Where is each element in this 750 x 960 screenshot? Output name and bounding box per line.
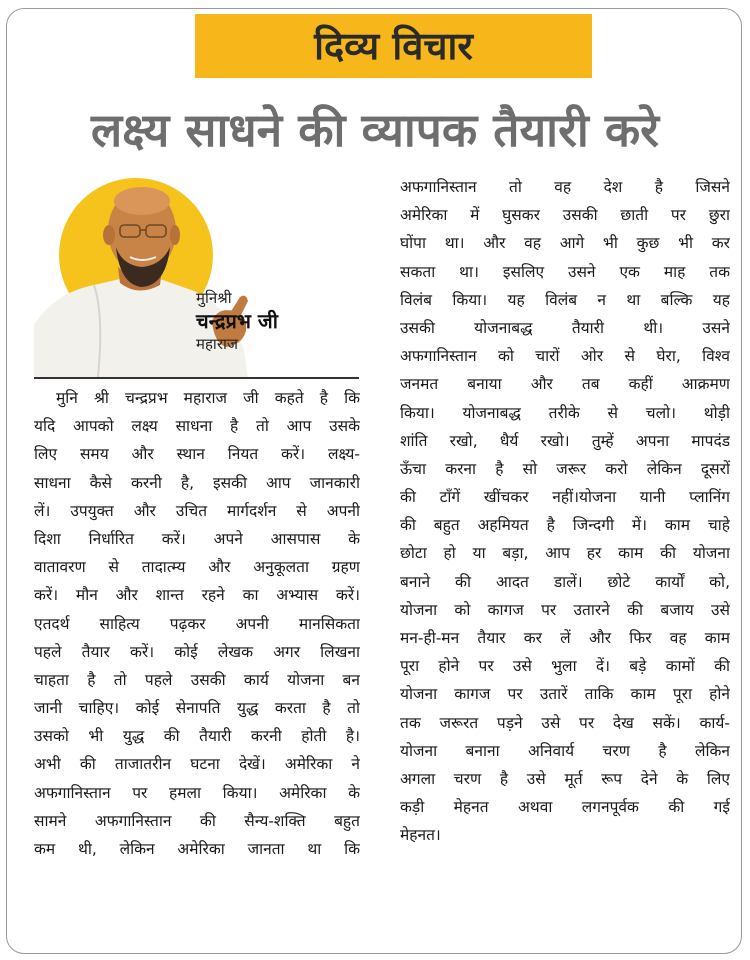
body-line: कम थी, लेकिन अमेरिका जानता था कि [34, 840, 360, 858]
body-line: बनाने की आदत डालें। छोटे कार्यों को, [400, 572, 730, 591]
body-line: अगला चरण है उसे मूर्त रूप देने के लिए [400, 769, 730, 788]
body-line: जनमत बनाया और तब कहीं आक्रमण [400, 375, 730, 394]
body-line: अभी की ताजातरीन घटना देखें। अमेरिका ने [34, 755, 360, 774]
body-line: जानी चाहिए। कोई सेनापति युद्ध करता है तो [34, 699, 360, 718]
body-line: उसकी योजनाबद्ध तैयारी थी। उसने [400, 318, 730, 337]
body-line: योजना को कागज पर उतारने की बजाय उसे [400, 600, 730, 619]
body-line: की टाँगें खींचकर नहीं।योजना यानी प्लानिंग [400, 488, 730, 507]
body-line: ऊँचा करना है सो जरूर करो लेकिन दूसरों [400, 459, 730, 478]
body-line: यदि आपको लक्ष्य साधना है तो आप उसके [34, 417, 360, 436]
headline: लक्ष्य साधने की व्यापक तैयारी करे [91, 103, 659, 157]
body-line: योजना बनाना अनिवार्य चरण है लेकिन [400, 741, 730, 760]
byline-suffix: महाराज [196, 335, 238, 353]
body-line: अफगानिस्तान पर हमला किया। अमेरिका के [34, 783, 360, 802]
body-line: मन-ही-मन तैयार कर लें और फिर वह काम [400, 629, 730, 647]
body-line: की बहुत अहमियत है जिन्दगी में। काम चाहे [400, 516, 730, 535]
byline-prefix: मुनिश्री [196, 289, 232, 307]
left-column [34, 384, 360, 863]
body-line: सकता था। इसलिए उसने एक माह तक [400, 262, 730, 281]
body-line: विलंब किया। यह विलंब न था बल्कि यह [400, 290, 730, 309]
body-line: वातावरण से तादात्म्य और अनुकूलता ग्रहण [34, 558, 360, 577]
body-line: शांति रखो, धैर्य रखो। तुम्हें अपना मापदंड [400, 431, 730, 450]
body-line: पहले तैयार करें। कोई लेखक अगर लिखना [34, 642, 360, 661]
body-line: मुनि श्री चन्द्रप्रभ महाराज जी कहते है कि [56, 389, 360, 407]
author-byline [196, 288, 278, 354]
body-line: साधना कैसे करनी है, इसकी आप जानकारी [34, 473, 360, 492]
body-line: घोंपा था। और वह आगे भी कुछ भी कर [400, 234, 730, 253]
body-line: सामने अफगानिस्तान की सैन्य-शक्ति बहुत [34, 811, 360, 830]
body-line: लिए समय और स्थान नियत करें। लक्ष्य- [34, 445, 360, 464]
body-line: किया। योजनाबद्ध तरीके से चलो। थोड़ी [400, 403, 730, 422]
body-line: चाहता है तो पहले उसकी कार्य योजना बन [34, 670, 360, 689]
column-tag: दिव्य विचार [314, 24, 473, 68]
body-line: तक जरूरत पड़ने उसे पर देख सकें। कार्य- [400, 713, 730, 732]
column-banner [195, 14, 592, 78]
body-line: लें। उपयुक्त और उचित मार्गदर्शन से अपनी [34, 501, 360, 520]
portrait-divider [34, 377, 359, 379]
body-line: अमेरिका में घुसकर उसकी छाती पर छुरा [400, 206, 730, 225]
body-line: एतदर्थ साहित्य पढ़कर अपनी मानसिकता [34, 614, 360, 633]
right-column [400, 173, 730, 850]
body-line: छोटा हो या बड़ा, आप हर काम की योजना [400, 544, 730, 563]
body-line: कड़ी मेहनत अथवा लगनपूर्वक की गई [400, 798, 730, 817]
author-name: चन्द्रप्रभ जी [196, 309, 278, 333]
body-line: अफगानिस्तान तो वह देश है जिसने [400, 178, 730, 196]
body-line: उसको भी युद्ध की तैयारी करनी होती है। [34, 727, 360, 746]
body-line: करें। मौन और शान्त रहने का अभ्यास करें। [34, 586, 360, 605]
body-line: योजना कागज पर उतारें ताकि काम पूरा होने [400, 685, 730, 704]
body-line: मेहनत। [400, 826, 441, 845]
body-line: अफगानिस्तान को चारों ओर से घेरा, विश्व [400, 347, 730, 366]
body-line: दिशा निर्धारित करें। अपने आसपास के [34, 529, 360, 548]
body-line: पूरा होने पर उसे भुला दें। बड़े कामों की [400, 657, 730, 676]
